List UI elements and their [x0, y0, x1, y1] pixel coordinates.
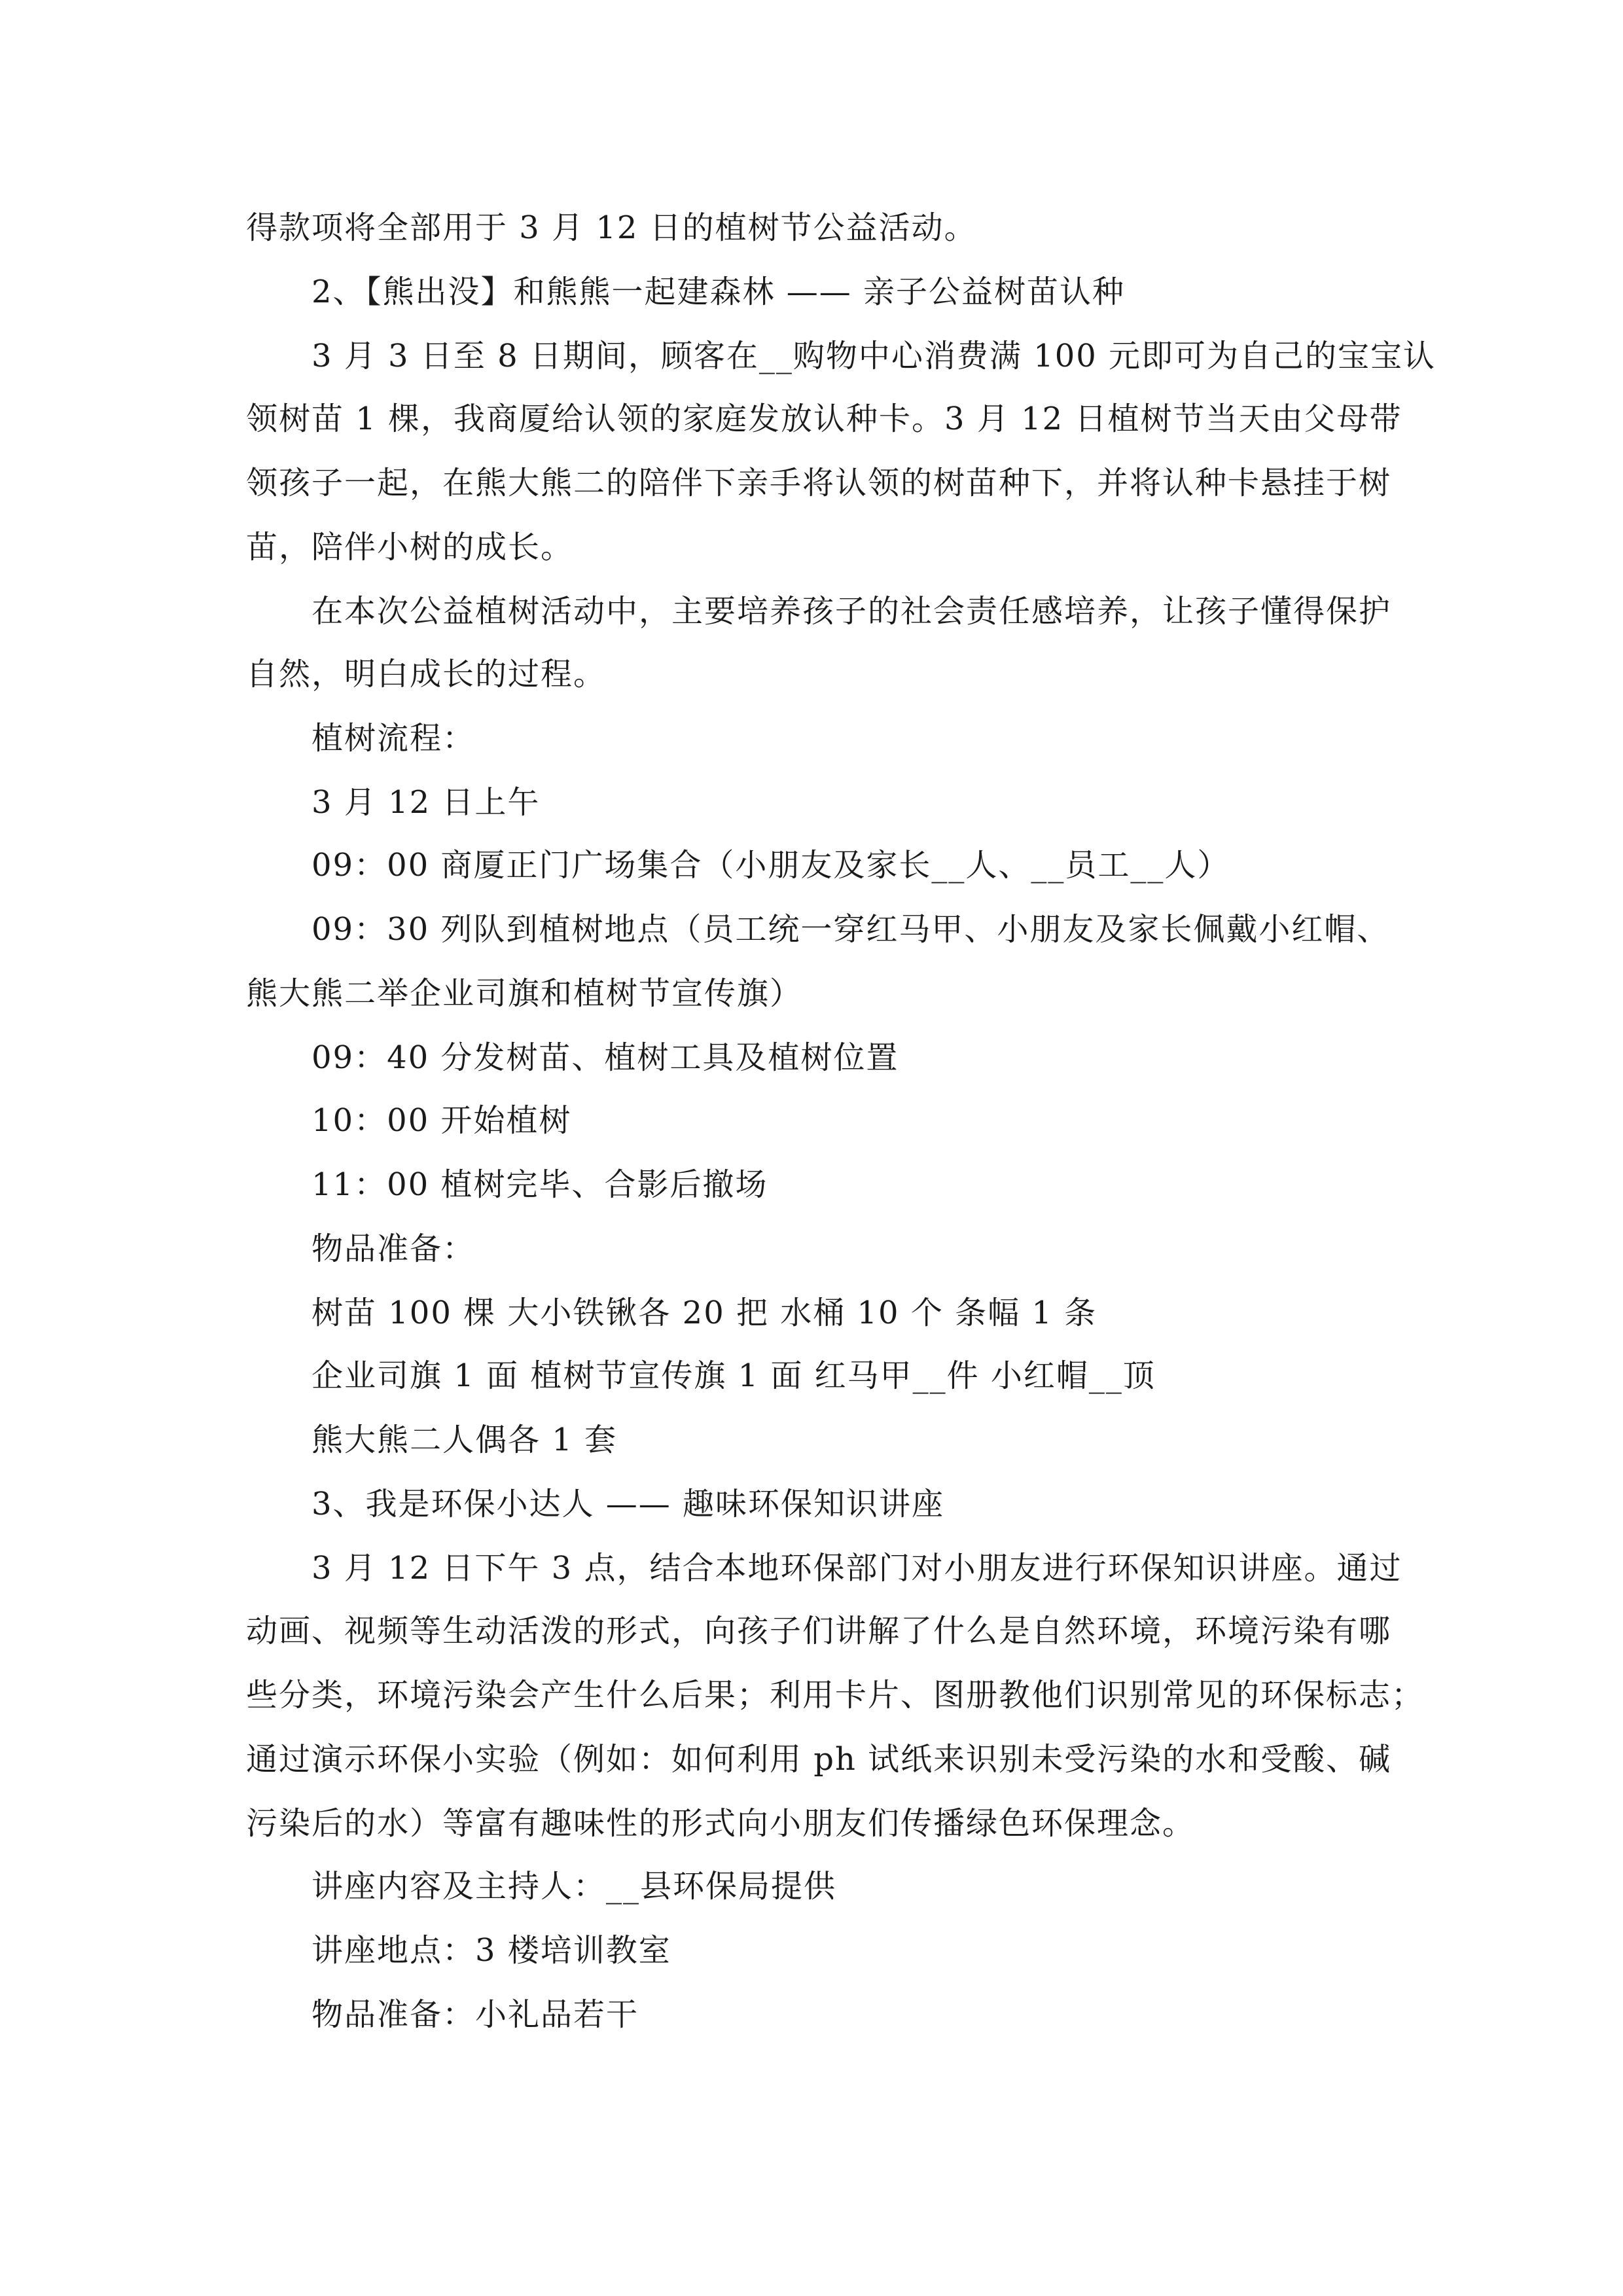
paragraph-line: 些分类，环境污染会产生什么后果；利用卡片、图册教他们识别常见的环保标志； [246, 1677, 1425, 1713]
paragraph-line: 污染后的水）等富有趣味性的形式向小朋友们传播绿色环保理念。 [246, 1805, 1196, 1842]
info-line: 物品准备：小礼品若干 [312, 1996, 639, 2033]
paragraph-line: 领孩子一起，在熊大熊二的陪伴下亲手将认领的树苗种下，并将认种卡悬挂于树 [246, 465, 1392, 501]
list-heading: 植树流程： [312, 720, 476, 757]
paragraph-line: 在本次公益植树活动中，主要培养孩子的社会责任感培养，让孩子懂得保护 [312, 593, 1392, 630]
paragraph-line: 通过演示环保小实验（例如：如何利用 ph 试纸来识别未受污染的水和受酸、碱 [246, 1741, 1392, 1778]
schedule-item: 09：00 商厦正门广场集合（小朋友及家长__人、__员工__人） [312, 847, 1230, 884]
supplies-item: 企业司旗 1 面 植树节宣传旗 1 面 红马甲__件 小红帽__顶 [312, 1357, 1156, 1394]
schedule-item: 11：00 植树完毕、合影后撤场 [312, 1166, 768, 1203]
info-line: 讲座地点：3 楼培训教室 [312, 1932, 671, 1969]
paragraph-line: 领树苗 1 棵，我商厦给认领的家庭发放认种卡。3 月 12 日植树节当天由父母带 [246, 401, 1402, 437]
list-heading: 物品准备： [312, 1230, 476, 1267]
supplies-item: 树苗 100 棵 大小铁锹各 20 把 水桶 10 个 条幅 1 条 [312, 1295, 1097, 1331]
paragraph-line: 得款项将全部用于 3 月 12 日的植树节公益活动。 [246, 209, 977, 246]
schedule-item: 09：30 列队到植树地点（员工统一穿红马甲、小朋友及家长佩戴小红帽、 [312, 911, 1390, 948]
paragraph-line: 3 月 12 日下午 3 点，结合本地环保部门对小朋友进行环保知识讲座。通过 [312, 1550, 1402, 1587]
schedule-date: 3 月 12 日上午 [312, 784, 541, 821]
paragraph-line: 3 月 3 日至 8 日期间，顾客在__购物中心消费满 100 元即可为自己的宝宝认 [312, 338, 1436, 374]
info-line: 讲座内容及主持人：__县环保局提供 [312, 1868, 837, 1905]
paragraph-line: 自然，明白成长的过程。 [246, 656, 607, 692]
paragraph-line: 动画、视频等生动活泼的形式，向孩子们讲解了什么是自然环境，环境污染有哪 [246, 1613, 1392, 1649]
section-heading: 2、【熊出没】和熊熊一起建森林 —— 亲子公益树苗认种 [312, 274, 1126, 310]
schedule-item: 熊大熊二举企业司旗和植树节宣传旗） [246, 975, 803, 1012]
schedule-item: 09：40 分发树苗、植树工具及植树位置 [312, 1039, 899, 1076]
schedule-item: 10：00 开始植树 [312, 1102, 572, 1139]
section-heading: 3、我是环保小达人 —— 趣味环保知识讲座 [312, 1486, 945, 1522]
paragraph-line: 苗，陪伴小树的成长。 [246, 529, 574, 565]
supplies-item: 熊大熊二人偶各 1 套 [312, 1422, 618, 1458]
